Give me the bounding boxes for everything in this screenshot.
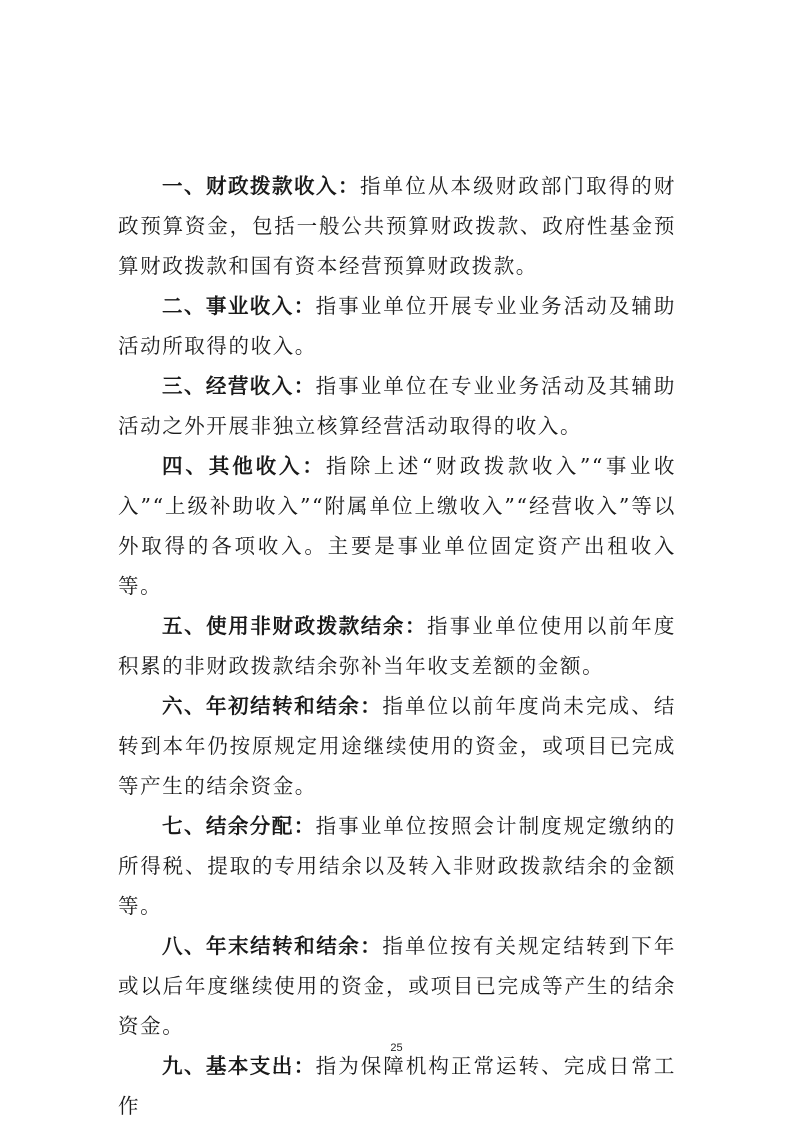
definition-paragraph (118, 606, 676, 686)
definition-paragraph (118, 446, 676, 606)
document-body (118, 166, 676, 1126)
definition-term: 二、事业收入： (162, 294, 316, 318)
definition-term: 四、其他收入： (162, 454, 326, 478)
definition-paragraph (118, 806, 676, 926)
definition-paragraph (118, 166, 676, 286)
definition-term: 三、经营收入： (162, 374, 316, 398)
definition-paragraph (118, 286, 676, 366)
definition-paragraph (118, 1046, 676, 1126)
definition-term: 五、使用非财政拨款结余： (162, 614, 428, 638)
definition-text: 指单位从本级财政部门取得的财政预算资金，包括一般公共预算财政拨款、政府性基金预算财政拨款和国有资本经营预算财政拨款。 (118, 174, 677, 278)
definition-text: 指事业单位使用以前年度积累的非财政拨款结余弥补当年收支差额的金额。 (118, 614, 676, 678)
definition-term: 一、财政拨款收入： (162, 174, 361, 198)
definition-paragraph (118, 926, 676, 1046)
definition-text: 指为保障机构正常运转、完成日常工作 (118, 1054, 676, 1118)
definition-term: 六、年初结转和结余： (162, 694, 383, 718)
definition-text: 指单位按有关规定结转到下年或以后年度继续使用的资金，或项目已完成等产生的结余资金。 (118, 934, 676, 1038)
definition-term: 七、结余分配： (162, 814, 316, 838)
definition-term: 九、基本支出： (162, 1054, 316, 1078)
definition-paragraph (118, 366, 676, 446)
definition-text: 指单位以前年度尚未完成、结转到本年仍按原规定用途继续使用的资金，或项目已完成等产生的结余资金。 (118, 694, 676, 798)
definition-text: 指事业单位开展专业业务活动及辅助活动所取得的收入。 (118, 294, 676, 358)
page-number: 25 (390, 1042, 403, 1054)
definition-text: 指除上述“财政拨款收入”“事业收入”“上级补助收入”“附属单位上缴收入”“经营收入”等以外取得的各项收入。主要是事业单位固定资产出租收入等。 (118, 454, 677, 598)
definition-paragraph (118, 686, 676, 806)
definition-text: 指事业单位按照会计制度规定缴纳的所得税、提取的专用结余以及转入非财政拨款结余的金额等。 (118, 814, 676, 918)
definition-term: 八、年末结转和结余： (162, 934, 383, 958)
definition-text: 指事业单位在专业业务活动及其辅助活动之外开展非独立核算经营活动取得的收入。 (118, 374, 676, 438)
